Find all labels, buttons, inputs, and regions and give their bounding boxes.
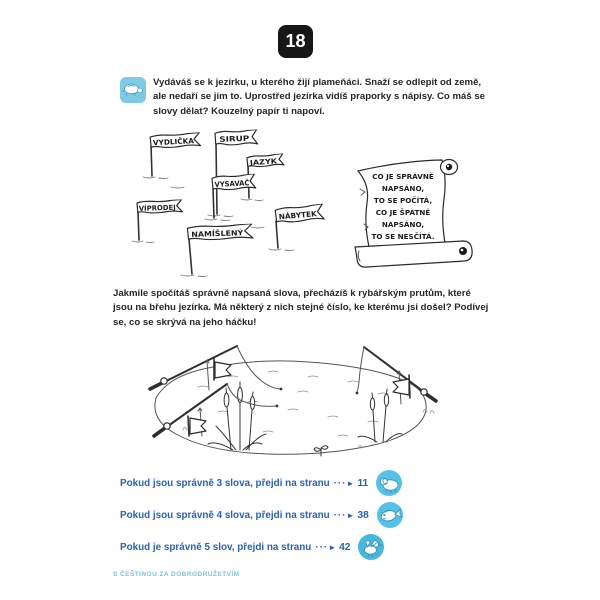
flag bbox=[215, 129, 258, 145]
page-number-badge: 18 bbox=[278, 25, 313, 58]
flag-word: VYSAVAČ bbox=[214, 178, 252, 190]
flag-word: JAZYK bbox=[249, 157, 274, 168]
flag-word: VYDLIČKA bbox=[152, 136, 194, 148]
intro-paragraph bbox=[120, 76, 490, 119]
flag-word: SIRUP bbox=[219, 133, 245, 144]
flag bbox=[275, 204, 324, 224]
fishing-rod-1 bbox=[150, 346, 282, 390]
flag-word: VÍPRODEJ bbox=[138, 203, 177, 213]
fishing-rod-2 bbox=[154, 384, 278, 436]
flag bbox=[187, 224, 253, 241]
intro-text: Vydáváš se k jezírku, u kterého žijí plameňáci. Snaží se odlepit od země, ale nedaří se jim to. Uprostřed jezírka vidíš praporky s nápisy. Co máš se slovy dělat? Kouzelný papír ti napoví. bbox=[153, 77, 486, 117]
option-page-number: 42 bbox=[339, 541, 351, 553]
option-row bbox=[120, 499, 404, 531]
magic-scroll bbox=[355, 160, 472, 268]
fish-icon bbox=[376, 501, 404, 529]
turtle-icon bbox=[120, 77, 146, 103]
option-row bbox=[120, 531, 404, 563]
task-paragraph: Jakmile spočítáš správně napsaná slova, přecházíš k rybářským prutům, které jsou na břehu jezírka. Má některý z nich stejné číslo, ke kterému jsi došel? Podívej se, co se skrývá na jeho háčku! bbox=[113, 288, 489, 328]
option-text: Pokud jsou správně 3 slova, přejdi na stranu bbox=[120, 477, 330, 489]
cattails-right bbox=[358, 389, 402, 442]
option-text: Pokud je správně 5 slov, přejdi na stranu bbox=[120, 541, 312, 553]
goto-dots-arrow: ···► bbox=[333, 477, 355, 489]
scroll-line: CO JE ŠPATNĚ bbox=[375, 208, 431, 217]
scroll-line: TO SE POČÍTÁ, bbox=[373, 196, 433, 205]
flag-word: NÁBYTEK bbox=[278, 209, 317, 222]
pond-illustration bbox=[128, 332, 478, 467]
footer-title: S ČEŠTINOU ZA DOBRODRUŽSTVÍM bbox=[113, 571, 240, 578]
options-list bbox=[120, 467, 404, 563]
flag bbox=[137, 199, 183, 213]
flags-illustration bbox=[131, 127, 493, 285]
scroll-line: NAPSÁNO, bbox=[381, 184, 425, 193]
option-page-number: 38 bbox=[357, 509, 369, 521]
scroll-line: TO SE NESČÍTÁ. bbox=[371, 232, 435, 241]
flag bbox=[150, 132, 201, 148]
scroll-line: NAPSÁNO, bbox=[381, 220, 425, 229]
option-text: Pokud jsou správně 4 slova, přejdi na stranu bbox=[120, 509, 330, 521]
goto-dots-arrow: ···► bbox=[315, 541, 337, 553]
fishing-rod-3 bbox=[356, 347, 436, 404]
goto-dots-arrow: ···► bbox=[333, 509, 355, 521]
flag bbox=[247, 153, 284, 167]
option-page-number: 11 bbox=[357, 477, 369, 489]
scroll-line: CO JE SPRÁVNĚ bbox=[372, 172, 434, 181]
option-row bbox=[120, 467, 404, 499]
ram-icon bbox=[375, 469, 403, 497]
flag-word: NAMÍŠLENÝ bbox=[191, 228, 239, 240]
sprout bbox=[314, 446, 328, 456]
bird-icon bbox=[357, 533, 385, 561]
